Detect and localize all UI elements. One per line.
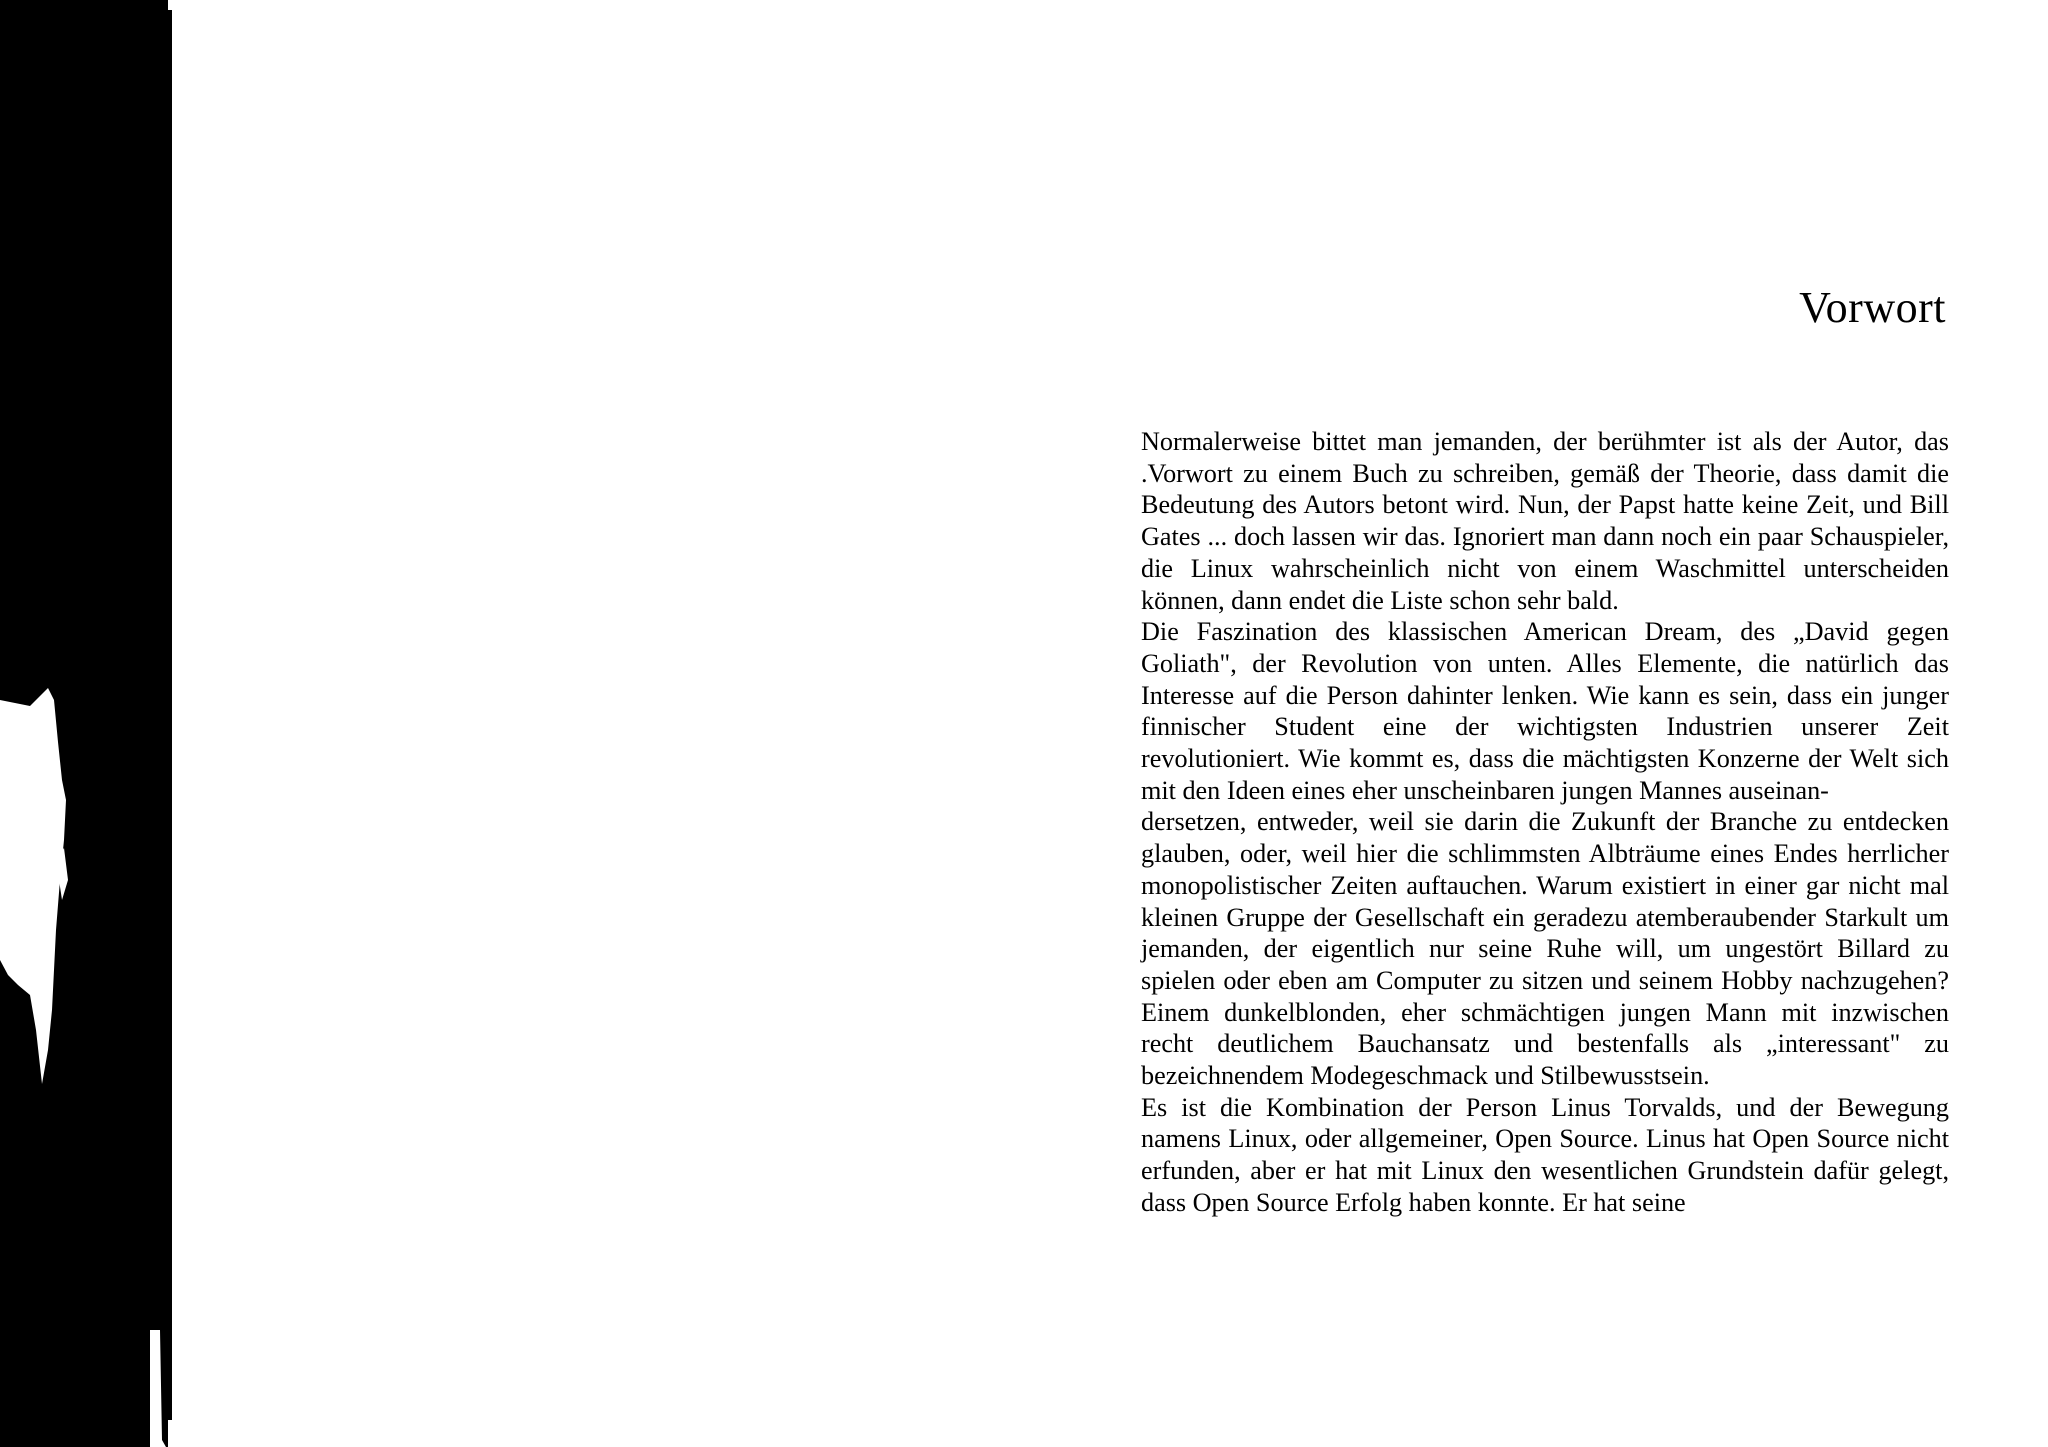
paragraph: Normalerweise bittet man jemanden, der berühmter ist als der Autor, das .Vorwort zu einem Buch zu schreiben, gemäß der Theorie, dass damit die Bedeutung des Autors betont wird. Nun, der Papst hatte keine Zeit, und Bill Gates ... doch lassen wir das. Ignoriert man dann noch ein paar Schauspieler, die Linux wahrscheinlich nicht von einem Waschmittel unterscheiden können, dann endet die Liste schon sehr bald. xyxy=(1141,427,1949,615)
body-text xyxy=(1141,426,1949,1219)
page-title: Vorwort xyxy=(1799,283,1946,332)
paragraph: Die Faszination des klassischen American Dream, des „David gegen Goliath", der Revolution von unten. Alles Elemente, die natürlich das Interesse auf die Person dahinter lenken. Wie kann es sein, dass ein junger finnischer Student eine der wichtigsten Industrien unserer Zeit revolutioniert. Wie kommt es, dass die mächtigsten Konzerne der Welt sich mit den Ideen eines eher unscheinbaren jungen Mannes auseinan- xyxy=(1141,617,1949,805)
paragraph: dersetzen, entweder, weil sie darin die Zukunft der Branche zu entdecken glauben, oder, weil hier die schlimmsten Albträume eines Endes herrlicher monopolistischer Zeiten auftauchen. Warum existiert in einer gar nicht mal kleinen Gruppe der Gesellschaft ein geradezu atemberaubender Starkult um jemanden, der eigentlich nur seine Ruhe will, um ungestört Billard zu spielen oder eben am Computer zu sitzen und seinem Hobby nachzugehen? Einem dunkelblonden, eher schmächtigen jungen Mann mit inzwischen recht deutlichem Bauchansatz und bestenfalls als „interessant" zu bezeichnendem Modegeschmack und Stilbewusstsein. xyxy=(1141,807,1949,1091)
paragraph: Es ist die Kombination der Person Linus Torvalds, und der Bewegung namens Linux, oder allgemeiner, Open Source. Linus hat Open Source nicht erfunden, aber er hat mit Linux den wesentlichen Grundstein dafür gelegt, dass Open Source Erfolg haben konnte. Er hat seine xyxy=(1141,1092,1949,1217)
scanned-page-edge xyxy=(0,0,175,1447)
